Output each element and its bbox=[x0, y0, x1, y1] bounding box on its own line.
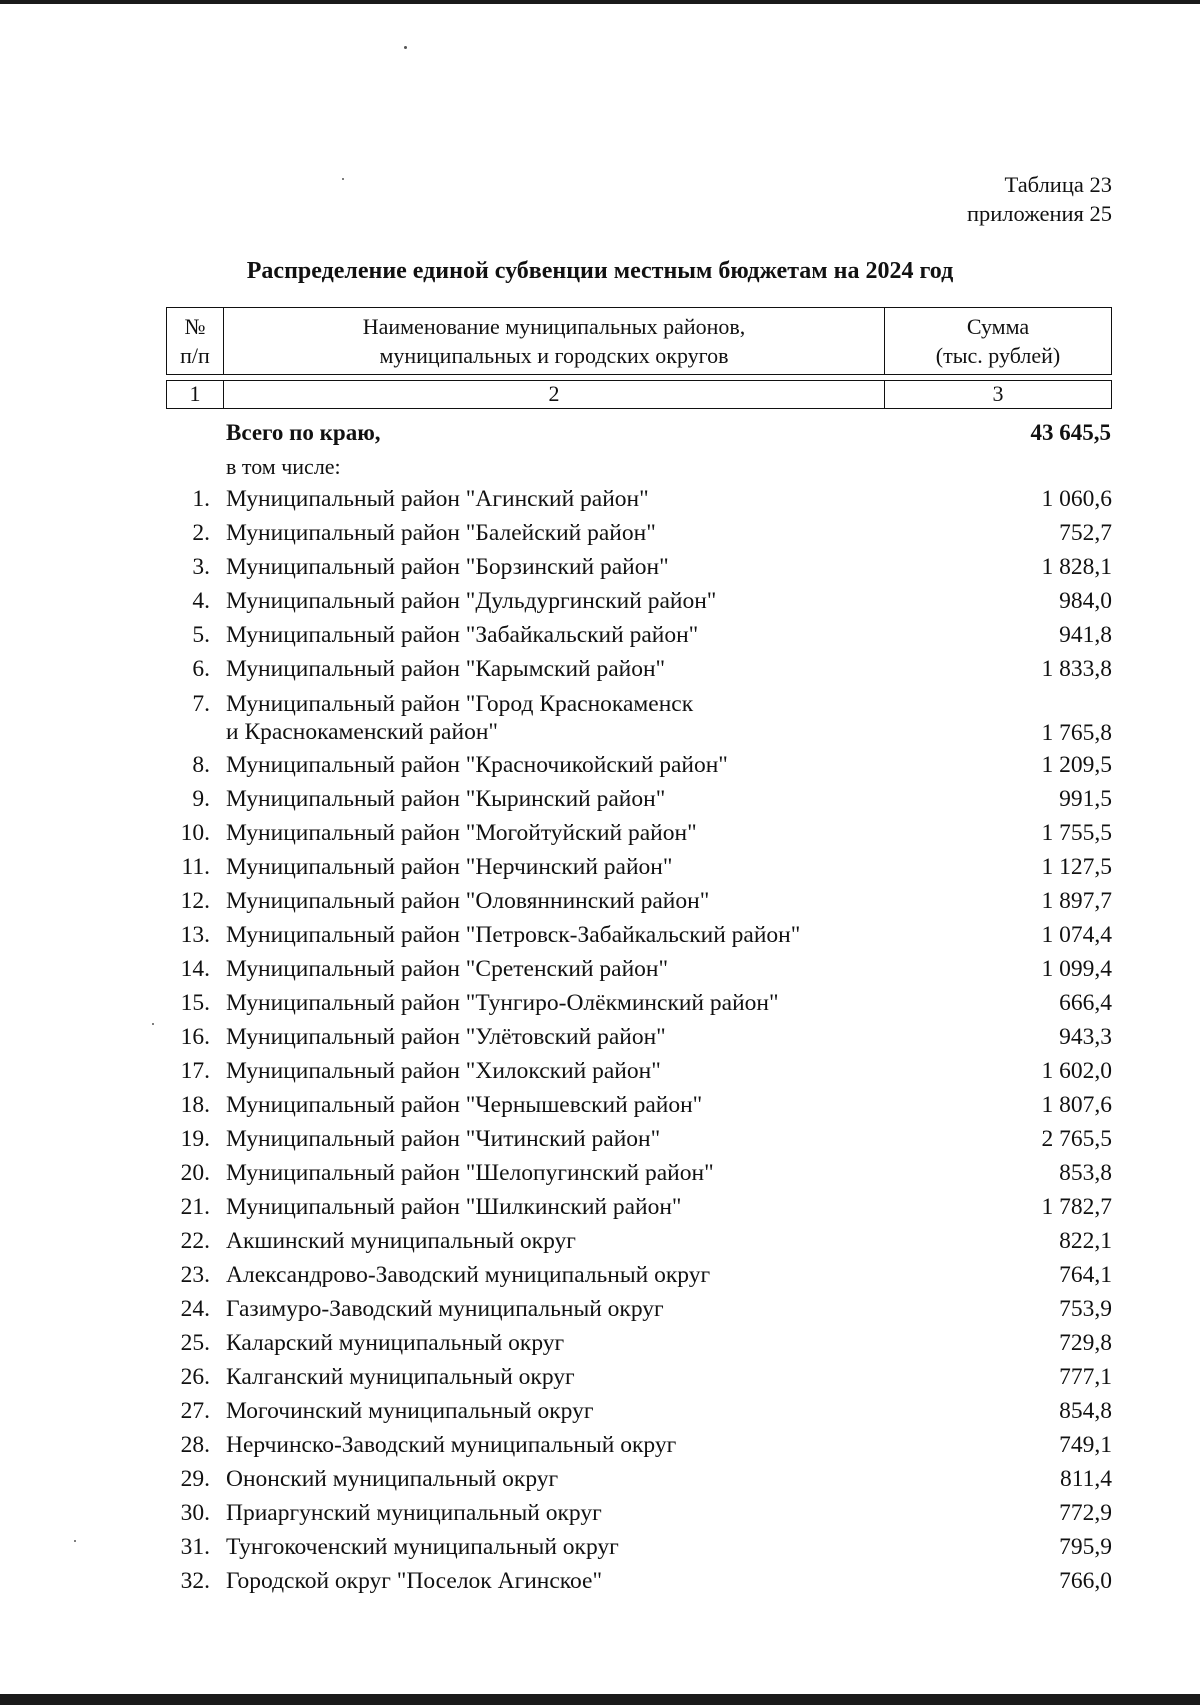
row-name: Муниципальный район "Тунгиро-Олёкминский район" bbox=[226, 990, 779, 1016]
row-sum: 2 765,5 bbox=[1041, 1126, 1112, 1152]
row-name: Муниципальный район "Кыринский район" bbox=[226, 786, 666, 812]
row-sum: 1 807,6 bbox=[1041, 1092, 1112, 1118]
row-name: Муниципальный район "Карымский район" bbox=[226, 656, 666, 682]
row-name: Тунгокоченский муниципальный округ bbox=[226, 1534, 619, 1560]
header-sum-line2: (тыс. рублей) bbox=[935, 343, 1061, 368]
row-name: Муниципальный район "Красночикойский район" bbox=[226, 752, 728, 778]
row-number: 26. bbox=[180, 1364, 210, 1390]
header-name-line2: муниципальных и городских округов bbox=[379, 343, 729, 368]
row-number: 8. bbox=[192, 752, 210, 778]
row-number: 10. bbox=[180, 820, 210, 846]
row-name: Александрово-Заводский муниципальный округ bbox=[226, 1262, 711, 1288]
column-number-2: 2 bbox=[224, 381, 885, 408]
row-number: 9. bbox=[192, 786, 210, 812]
row-name: Муниципальный район "Нерчинский район" bbox=[226, 854, 673, 880]
header-sum-line1: Сумма bbox=[966, 314, 1030, 339]
row-sum: 1 782,7 bbox=[1041, 1194, 1112, 1220]
table-row bbox=[160, 618, 1112, 652]
row-name: Муниципальный район "Читинский район" bbox=[226, 1126, 661, 1152]
row-number: 14. bbox=[180, 956, 210, 982]
row-sum: 1 833,8 bbox=[1041, 656, 1112, 682]
table-row bbox=[160, 516, 1112, 550]
header-sum-column bbox=[885, 308, 1111, 374]
scan-speck bbox=[74, 1540, 76, 1542]
row-sum: 811,4 bbox=[1059, 1466, 1112, 1492]
total-label: Всего по краю, bbox=[226, 420, 381, 445]
row-number: 12. bbox=[180, 888, 210, 914]
scan-border-bottom bbox=[0, 1694, 1200, 1705]
row-sum: 777,1 bbox=[1059, 1364, 1112, 1390]
row-sum: 666,4 bbox=[1059, 990, 1112, 1016]
row-number: 2. bbox=[192, 520, 210, 546]
table-row bbox=[160, 1020, 1112, 1054]
row-number: 23. bbox=[180, 1262, 210, 1288]
header-number-column bbox=[167, 308, 224, 374]
table-row bbox=[160, 1428, 1112, 1462]
row-name-line2: и Краснокаменский район" bbox=[226, 719, 498, 745]
table-row bbox=[160, 482, 1112, 516]
row-sum: 1 127,5 bbox=[1041, 854, 1112, 880]
row-number: 28. bbox=[180, 1432, 210, 1458]
caption-appendix-number: приложения 25 bbox=[966, 201, 1112, 226]
row-sum: 1 765,8 bbox=[1041, 720, 1112, 746]
row-number: 24. bbox=[180, 1296, 210, 1322]
table-row bbox=[160, 1462, 1112, 1496]
row-sum: 1 060,6 bbox=[1041, 486, 1112, 512]
header-number-line2: п/п bbox=[180, 343, 210, 368]
row-sum: 752,7 bbox=[1059, 520, 1112, 546]
table-row bbox=[160, 550, 1112, 584]
table-row bbox=[160, 1292, 1112, 1326]
row-name: Муниципальный район "Улётовский район" bbox=[226, 1024, 666, 1050]
row-number: 6. bbox=[192, 656, 210, 682]
row-number: 17. bbox=[180, 1058, 210, 1084]
row-number: 30. bbox=[180, 1500, 210, 1526]
row-number: 13. bbox=[180, 922, 210, 948]
table-header bbox=[166, 307, 1112, 375]
table-row bbox=[160, 918, 1112, 952]
row-name: Приаргунский муниципальный округ bbox=[226, 1500, 602, 1526]
table-row bbox=[160, 1122, 1112, 1156]
total-value: 43 645,5 bbox=[1030, 420, 1111, 445]
row-number: 27. bbox=[180, 1398, 210, 1424]
row-sum: 991,5 bbox=[1059, 786, 1112, 812]
table-row bbox=[160, 686, 1112, 748]
row-number: 11. bbox=[181, 854, 210, 880]
row-name-multiline bbox=[226, 690, 946, 746]
table-caption bbox=[967, 170, 1112, 228]
row-number: 4. bbox=[192, 588, 210, 614]
header-number-line1: № bbox=[184, 314, 206, 339]
row-sum: 1 074,4 bbox=[1041, 922, 1112, 948]
row-number: 21. bbox=[180, 1194, 210, 1220]
table-row bbox=[160, 1394, 1112, 1428]
scan-speck bbox=[404, 46, 407, 49]
table-row bbox=[160, 1326, 1112, 1360]
row-number: 7. bbox=[192, 691, 210, 717]
row-sum: 753,9 bbox=[1059, 1296, 1112, 1322]
row-number: 18. bbox=[180, 1092, 210, 1118]
row-name: Ононский муниципальный округ bbox=[226, 1466, 559, 1492]
table-row bbox=[160, 1088, 1112, 1122]
table-row bbox=[160, 1360, 1112, 1394]
scan-border-top bbox=[0, 0, 1200, 4]
row-sum: 1 602,0 bbox=[1041, 1058, 1112, 1084]
row-name: Акшинский муниципальный округ bbox=[226, 1228, 576, 1254]
table-row bbox=[160, 1156, 1112, 1190]
row-number: 1. bbox=[192, 486, 210, 512]
row-name: Муниципальный район "Забайкальский район" bbox=[226, 622, 699, 648]
row-name: Муниципальный район "Оловяннинский район" bbox=[226, 888, 710, 914]
row-sum: 984,0 bbox=[1059, 588, 1112, 614]
row-sum: 795,9 bbox=[1059, 1534, 1112, 1560]
row-sum: 1 209,5 bbox=[1041, 752, 1112, 778]
table-row bbox=[160, 652, 1112, 686]
row-sum: 772,9 bbox=[1059, 1500, 1112, 1526]
table-row bbox=[160, 748, 1112, 782]
row-name: Муниципальный район "Шилкинский район" bbox=[226, 1194, 682, 1220]
row-sum: 854,8 bbox=[1059, 1398, 1112, 1424]
row-number: 3. bbox=[192, 554, 210, 580]
scan-speck bbox=[152, 1023, 154, 1025]
row-name: Муниципальный район "Петровск-Забайкальский район" bbox=[226, 922, 801, 948]
row-number: 31. bbox=[180, 1534, 210, 1560]
row-sum: 941,8 bbox=[1059, 622, 1112, 648]
row-name: Муниципальный район "Могойтуйский район" bbox=[226, 820, 697, 846]
row-name: Муниципальный район "Чернышевский район" bbox=[226, 1092, 703, 1118]
row-name: Муниципальный район "Шелопугинский район" bbox=[226, 1160, 714, 1186]
row-sum: 1 755,5 bbox=[1041, 820, 1112, 846]
row-number: 32. bbox=[180, 1568, 210, 1594]
row-name-line1: Муниципальный район "Город Краснокаменск bbox=[226, 691, 694, 717]
row-number: 25. bbox=[180, 1330, 210, 1356]
row-sum: 1 828,1 bbox=[1041, 554, 1112, 580]
header-name-column bbox=[224, 308, 885, 374]
table-row bbox=[160, 1054, 1112, 1088]
row-name: Муниципальный район "Борзинский район" bbox=[226, 554, 669, 580]
row-sum: 729,8 bbox=[1059, 1330, 1112, 1356]
including-label: в том числе: bbox=[226, 454, 341, 479]
row-name: Могочинский муниципальный округ bbox=[226, 1398, 594, 1424]
row-sum: 1 897,7 bbox=[1041, 888, 1112, 914]
row-number: 19. bbox=[180, 1126, 210, 1152]
row-name: Газимуро-Заводский муниципальный округ bbox=[226, 1296, 664, 1322]
row-name: Муниципальный район "Хилокский район" bbox=[226, 1058, 661, 1084]
table-row bbox=[160, 1530, 1112, 1564]
row-name: Муниципальный район "Сретенский район" bbox=[226, 956, 669, 982]
row-number: 16. bbox=[180, 1024, 210, 1050]
table-row bbox=[160, 884, 1112, 918]
table-row bbox=[160, 850, 1112, 884]
row-sum: 943,3 bbox=[1059, 1024, 1112, 1050]
table-row bbox=[160, 952, 1112, 986]
scan-speck bbox=[342, 178, 344, 180]
table-row bbox=[160, 1224, 1112, 1258]
row-number: 20. bbox=[180, 1160, 210, 1186]
row-number: 5. bbox=[192, 622, 210, 648]
row-name: Нерчинско-Заводский муниципальный округ bbox=[226, 1432, 677, 1458]
column-number-3: 3 bbox=[992, 381, 1004, 406]
column-number-1: 1 bbox=[167, 381, 224, 408]
row-name: Каларский муниципальный округ bbox=[226, 1330, 565, 1356]
table-row bbox=[160, 1190, 1112, 1224]
row-name: Муниципальный район "Балейский район" bbox=[226, 520, 656, 546]
row-sum: 853,8 bbox=[1059, 1160, 1112, 1186]
row-sum: 766,0 bbox=[1059, 1568, 1112, 1594]
table-row bbox=[160, 1258, 1112, 1292]
table-row bbox=[160, 782, 1112, 816]
table-row bbox=[160, 584, 1112, 618]
column-number-row bbox=[166, 380, 1112, 409]
table-row bbox=[160, 1564, 1112, 1598]
row-sum: 822,1 bbox=[1059, 1228, 1112, 1254]
row-number: 29. bbox=[180, 1466, 210, 1492]
table-row bbox=[160, 1496, 1112, 1530]
table-row bbox=[160, 986, 1112, 1020]
row-number: 15. bbox=[180, 990, 210, 1016]
municipality-list bbox=[160, 482, 1112, 1598]
row-name: Муниципальный район "Дульдургинский район" bbox=[226, 588, 717, 614]
caption-table-number: Таблица 23 bbox=[1004, 172, 1112, 197]
row-name: Муниципальный район "Агинский район" bbox=[226, 486, 649, 512]
header-name-line1: Наименование муниципальных районов, bbox=[362, 314, 746, 339]
row-sum: 1 099,4 bbox=[1041, 956, 1112, 982]
table-row bbox=[160, 816, 1112, 850]
document-title: Распределение единой субвенции местным бюджетам на 2024 год bbox=[246, 258, 954, 284]
row-name: Городской округ "Поселок Агинское" bbox=[226, 1568, 603, 1594]
row-number: 22. bbox=[180, 1228, 210, 1254]
row-name: Калганский муниципальный округ bbox=[226, 1364, 575, 1390]
row-sum: 749,1 bbox=[1059, 1432, 1112, 1458]
row-sum: 764,1 bbox=[1059, 1262, 1112, 1288]
